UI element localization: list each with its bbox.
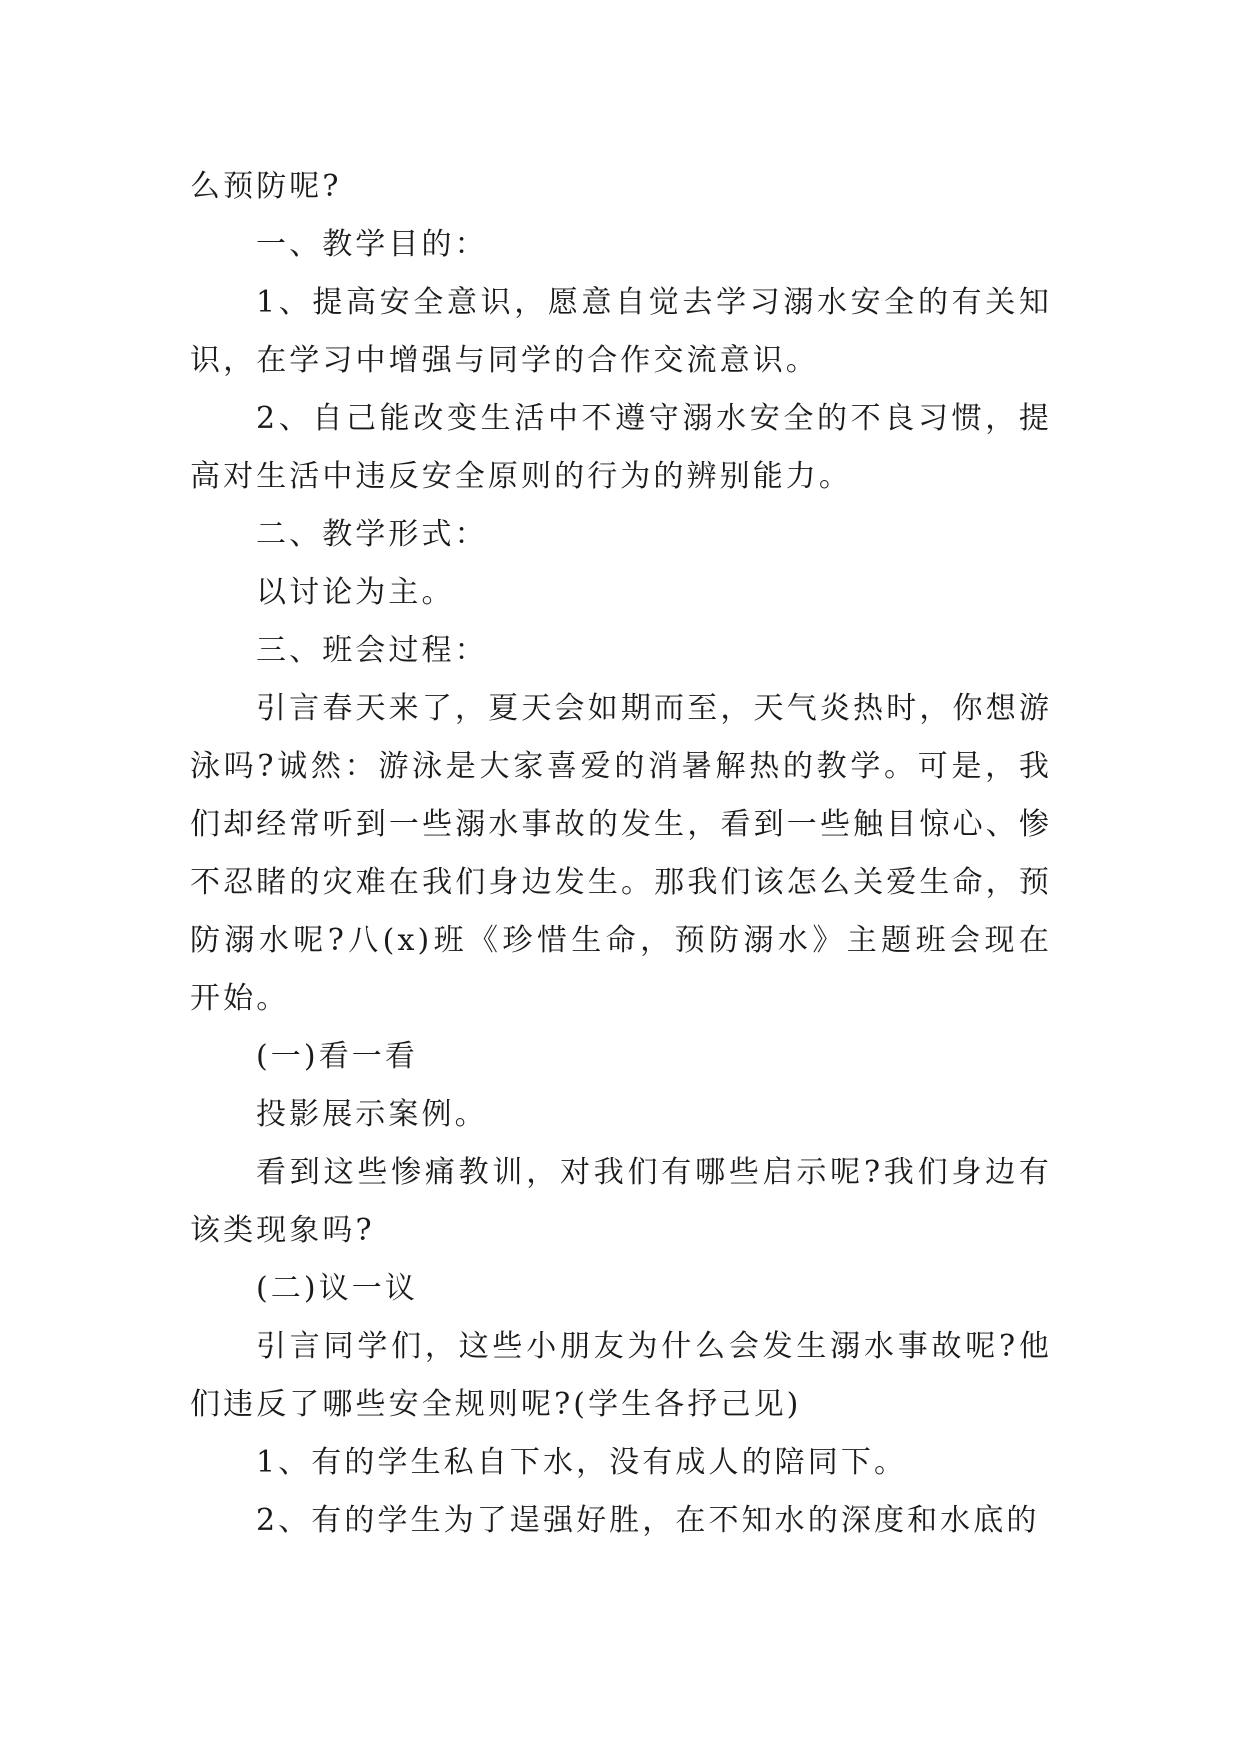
paragraph: 看到这些惨痛教训，对我们有哪些启示呢?我们身边有该类现象吗?	[190, 1155, 1052, 1248]
section-heading: 二、教学形式：	[256, 517, 488, 552]
subsection-heading: (一)看一看	[256, 1039, 419, 1074]
subsection-heading: (二)议一议	[256, 1271, 419, 1306]
section-heading: 一、教学目的：	[256, 227, 488, 262]
paragraph: 1、有的学生私自下水，没有成人的陪同下。	[256, 1445, 908, 1480]
paragraph: 2、自己能改变生活中不遵守溺水安全的不良习惯，提高对生活中违反安全原则的行为的辨别能力。	[190, 401, 1052, 494]
paragraph: 么预防呢?	[190, 169, 342, 204]
paragraph: 引言同学们，这些小朋友为什么会发生溺水事故呢?他们违反了哪些安全规则呢?(学生各抒己见)	[190, 1329, 1052, 1422]
paragraph: 以讨论为主。	[256, 575, 455, 610]
paragraph: 2、有的学生为了逞强好胜，在不知水的深度和水底的	[256, 1503, 1040, 1538]
document-body	[190, 158, 1052, 1550]
paragraph: 投影展示案例。	[256, 1097, 488, 1132]
paragraph: 1、提高安全意识，愿意自觉去学习溺水安全的有关知识，在学习中增强与同学的合作交流意识。	[190, 285, 1052, 378]
section-heading: 三、班会过程：	[256, 633, 488, 668]
paragraph: 引言春天来了，夏天会如期而至，天气炎热时，你想游泳吗?诚然：游泳是大家喜爱的消暑解热的教学。可是，我们却经常听到一些溺水事故的发生，看到一些触目惊心、惨不忍睹的灾难在我们身边发生。那我们该怎么关爱生命，预防溺水呢?八(x)班《珍惜生命，预防溺水》主题班会现在开始。	[190, 691, 1052, 1016]
